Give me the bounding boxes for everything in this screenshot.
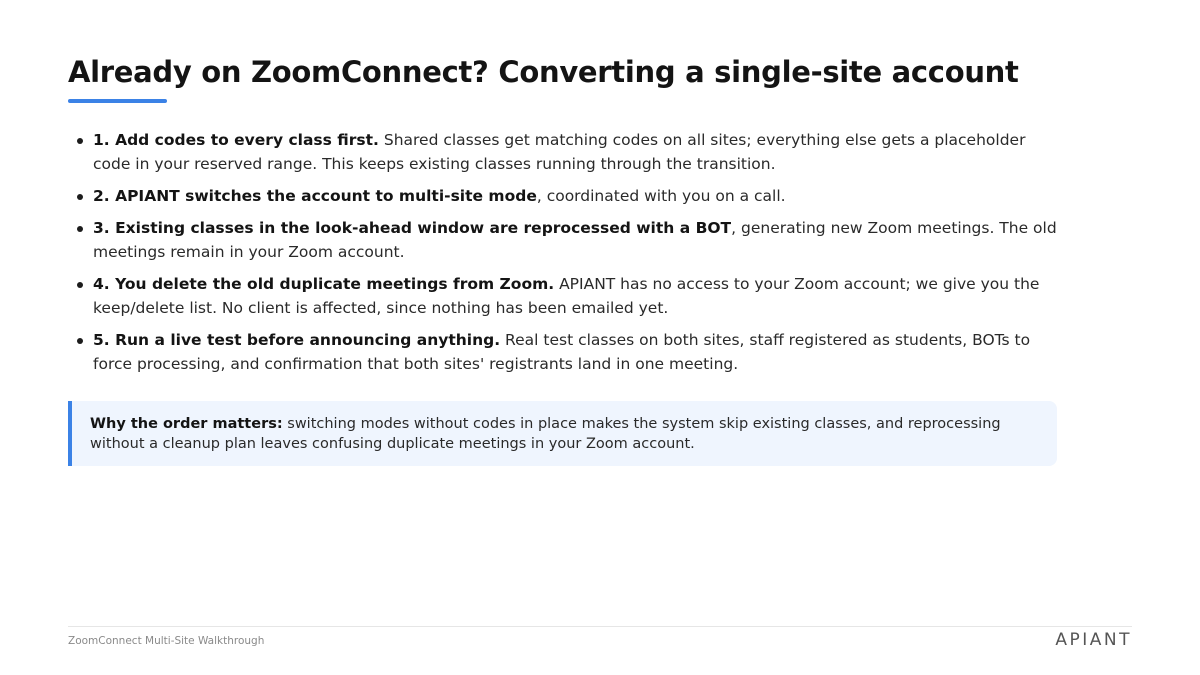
- bullet-icon: [77, 226, 83, 232]
- page-title: Already on ZoomConnect? Converting a single-site account: [68, 55, 1019, 89]
- step-lead: 1. Add codes to every class first.: [93, 131, 379, 149]
- list-item: [68, 328, 1058, 376]
- step-body: , generating new Zoom meetings. The old meetings remain in your Zoom account.: [93, 219, 1057, 261]
- step-body: Real test classes on both sites, staff registered as students, BOTs to force processing, and confirmation that both sites' registrants land in one meeting.: [93, 331, 1031, 373]
- callout-box: [68, 401, 1057, 466]
- steps-list: [68, 128, 1058, 384]
- step-body: , coordinated with you on a call.: [536, 187, 786, 205]
- list-item: [68, 272, 1058, 320]
- list-item: [68, 184, 1058, 208]
- step-body: Shared classes get matching codes on all sites; everything else gets a placeholder code in your reserved range. This keeps existing classes running through the transition.: [93, 131, 1026, 173]
- step-lead: 5. Run a live test before announcing anything.: [93, 331, 501, 349]
- callout-lead: Why the order matters:: [90, 416, 283, 432]
- step-lead: 3. Existing classes in the look-ahead window are reprocessed with a BOT: [93, 219, 732, 237]
- list-item: [68, 216, 1058, 264]
- bullet-icon: [77, 194, 83, 200]
- step-lead: 2. APIANT switches the account to multi-site mode: [93, 187, 537, 205]
- bullet-icon: [77, 282, 83, 288]
- step-lead: 4. You delete the old duplicate meetings from Zoom.: [93, 275, 555, 293]
- bullet-icon: [77, 338, 83, 344]
- callout-body: switching modes without codes in place makes the system skip existing classes, and reprocessing without a cleanup plan leaves confusing duplicate meetings in your Zoom account.: [90, 416, 1001, 452]
- brand-logo: APIANT: [1055, 630, 1132, 650]
- footer-caption: ZoomConnect Multi-Site Walkthrough: [68, 635, 265, 647]
- bullet-icon: [77, 138, 83, 144]
- list-item: [68, 128, 1058, 176]
- step-body: APIANT has no access to your Zoom account; we give you the keep/delete list. No client is affected, since nothing has been emailed yet.: [93, 275, 1040, 317]
- title-underline: [68, 99, 167, 103]
- footer-divider: [68, 626, 1132, 627]
